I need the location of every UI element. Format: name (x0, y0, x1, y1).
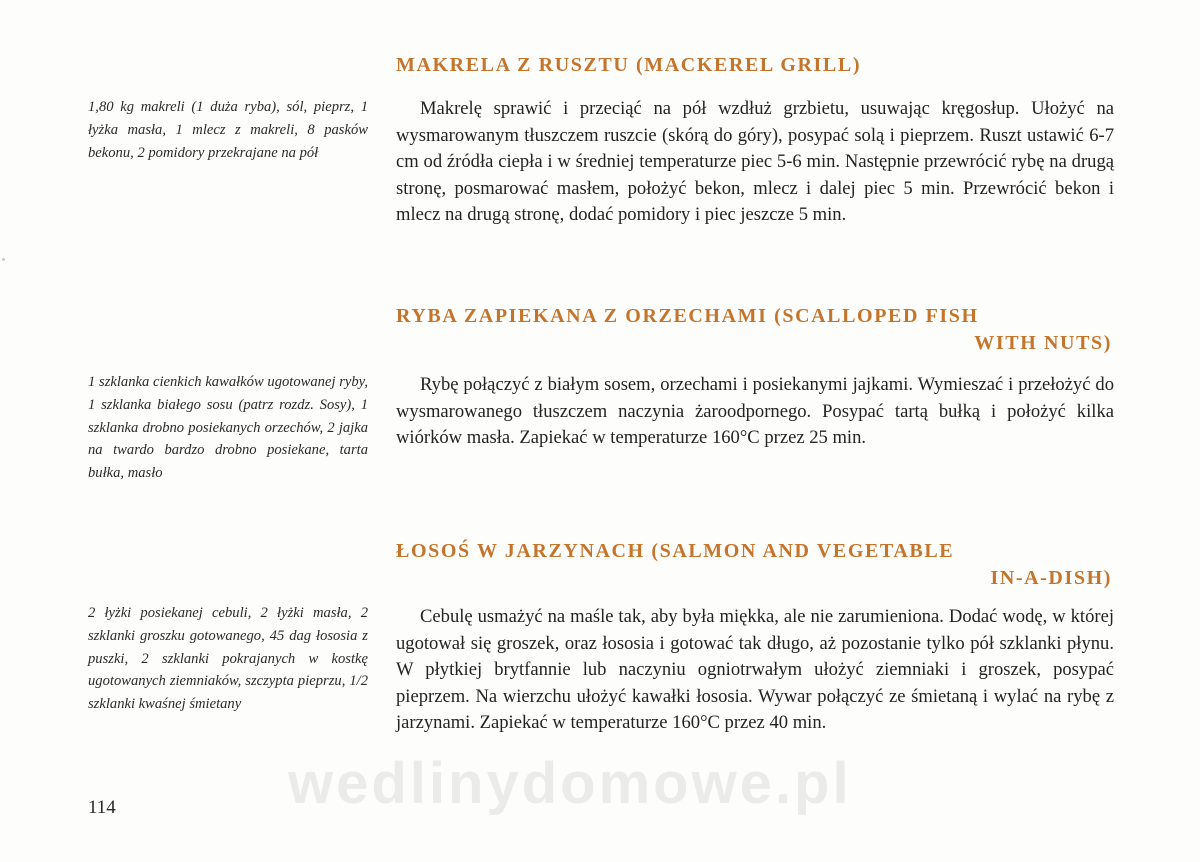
ingredients-salmon-vegetable: 2 łyżki posiekanej cebuli, 2 łyżki masła, 2 szklanki groszku gotowanego, 45 dag łososia z puszki, 2 szklanki pokrajanych w kostkę ugotowanych ziemniaków, szczypta pieprzu, 1/2 szklanki kwaśnej śmietany (88, 605, 368, 713)
ingredients-mackerel-grill: 1,80 kg makreli (1 duża ryba), sól, pieprz, 1 łyżka masła, 1 mlecz z makreli, 8 pasków bekonu, 2 pomidory przekrajane na pół (88, 99, 368, 161)
recipe-title-line: RYBA ZAPIEKANA Z ORZECHAMI (SCALLOPED FISH (396, 305, 979, 327)
watermark-text: wedlinydomowe.pl (288, 751, 852, 816)
recipe-title-continuation: IN-A-DISH) (990, 567, 1112, 589)
instructions-salmon-vegetable: Cebulę usmażyć na maśle tak, aby była miękka, ale nie zarumieniona. Dodać wodę, w której ugotował się groszek, oraz łososia i gotować tak długo, aż pozostanie tylko pół szklanki płynu. W płytkiej brytfannie lub naczyniu ogniotrwałym ułożyć ziemniaki i groszek, posypać pieprzem. Na wierzchu ułożyć kawałki łososia. Wywar połączyć ze śmietaną i wylać na rybę z jarzynami. Zapiekać w temperaturze 160°C przez 40 min. (396, 606, 1114, 734)
recipe-title-salmon-vegetable (396, 538, 1116, 592)
recipe-title-line: ŁOSOŚ W JARZYNACH (SALMON AND VEGETABLE (396, 540, 955, 562)
recipe-title-scalloped-fish (396, 303, 1116, 357)
recipe-title-continuation: WITH NUTS) (974, 332, 1112, 354)
instructions-mackerel-grill: Makrelę sprawić i przeciąć na pół wzdłuż grzbietu, usuwając kręgosłup. Ułożyć na wysmarowanym tłuszczem ruszcie (skórą do góry), posypać solą i pieprzem. Ruszt ustawić 6-7 cm od źródła ciepła i w średniej temperaturze piec 5-6 min. Następnie przewrócić rybę na drugą stronę, posmarować masłem, położyć bekon, mlecz i dalej piec 5 min. Przewrócić bekon i mlecz na drugą stronę, dodać pomidory i piec jeszcze 5 min. (396, 98, 1114, 226)
margin-speck (2, 258, 5, 261)
recipe-title-line: MAKRELA Z RUSZTU (MACKEREL GRILL) (396, 54, 862, 76)
page-number: 114 (88, 797, 116, 818)
recipe-title-mackerel-grill (396, 52, 1116, 79)
instructions-scalloped-fish: Rybę połączyć z białym sosem, orzechami i posiekanymi jajkami. Wymieszać i przełożyć do wysmarowanego tłuszczem naczynia żaroodpornego. Posypać tartą bułką i położyć kilka wiórków masła. Zapiekać w temperaturze 160°C przez 25 min. (396, 374, 1114, 449)
ingredients-scalloped-fish: 1 szklanka cienkich kawałków ugotowanej ryby, 1 szklanka białego sosu (patrz rozdz. Sosy), 1 szklanka drobno posiekanych orzechów, 2 jajka na twardo bardzo drobno posiekane, tarta bułka, masło (88, 374, 368, 482)
